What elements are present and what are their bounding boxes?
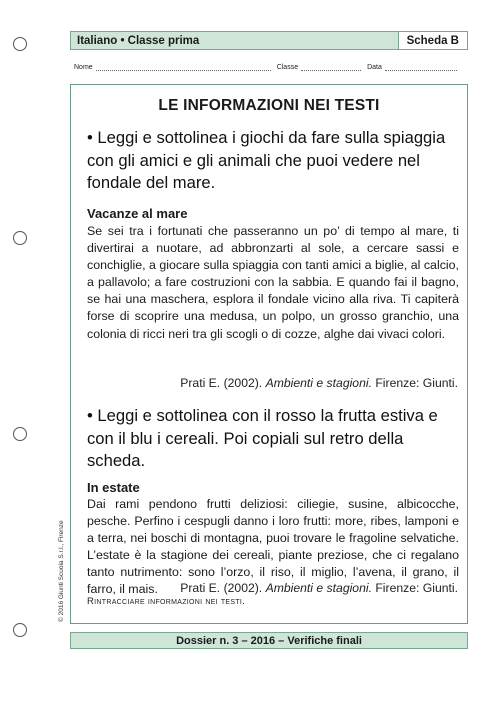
citation-2 (180, 581, 458, 595)
name-label: Nome (74, 64, 93, 71)
punch-hole (13, 623, 27, 637)
footer-bar (70, 632, 468, 649)
text-vacanze (87, 223, 459, 343)
copyright-note: © 2016 Giunti Scuola S.r.l., Firenze (58, 520, 65, 622)
citation-1 (180, 376, 458, 390)
class-field[interactable] (301, 64, 361, 71)
subject-label: Italiano • Classe prima (77, 34, 200, 47)
heading-estate: In estate (87, 480, 140, 495)
name-field[interactable] (96, 64, 271, 71)
header-bar (70, 31, 468, 50)
citation-publisher: Firenze: Giunti. (375, 581, 458, 595)
class-label: Classe (276, 64, 299, 71)
instruction-2: • Leggi e sottolinea con il rosso la frutta estiva e con il blu i cereali. Poi copiali sul retro della scheda. (87, 406, 438, 470)
skill-label: Rintracciare informazioni nei testi. (87, 596, 246, 607)
citation-author: Prati E. (2002). (180, 581, 263, 595)
punch-hole (13, 37, 27, 51)
citation-publisher: Firenze: Giunti. (375, 376, 458, 390)
student-fields (74, 64, 466, 71)
heading-vacanze: Vacanze al mare (87, 206, 188, 221)
text-vacanze-body: Se sei tra i fortunati che passeranno un po’ di tempo al mare, ti divertirai a nuotare, ad abbronzarti al sole, a cercare sassi e conchiglie, a giocare sulla spiaggia con tanti amici a biglie, al calcio, a pallavolo; a fare costruzioni con la sabbia. E quando fai il bagno, se hai una maschera, esplora il fondale vicino alla riva. Ti capiterà forse di scoprire una medusa, un polpo, un grosso granchio, una colonia di ricci neri tra gli scogli o di cozze, alghe dai vivaci colori. (87, 224, 459, 341)
page-title: LE INFORMAZIONI NEI TESTI (158, 97, 380, 114)
punch-hole (13, 231, 27, 245)
instruction-1: • Leggi e sottolinea i giochi da fare sulla spiaggia con gli amici e gli animali che puoi vedere nel fondale del mare. (87, 128, 446, 192)
date-label: Data (367, 64, 382, 71)
footer-label: Dossier n. 3 – 2016 – Verifiche finali (176, 634, 362, 647)
citation-work: Ambienti e stagioni. (265, 581, 372, 595)
sheet-label: Scheda B (398, 32, 467, 49)
text-estate-body: Dai rami pendono frutti deliziosi: ciliegie, susine, albicocche, pesche. Perfino i cespugli danno i loro frutti: more, ribes, lamponi e a terra, nei boschi di montagna, puoi trovare le fragoline selvatiche. L’estate è la stagione dei cereali, piante preziose, che ci regalano tanto nutrimento: sono l’orzo, il riso, il miglio, l’avena, il grano, il farro, il mais. (87, 497, 459, 597)
date-field[interactable] (385, 64, 457, 71)
citation-work: Ambienti e stagioni. (265, 376, 372, 390)
punch-hole (13, 427, 27, 441)
citation-author: Prati E. (2002). (180, 376, 263, 390)
